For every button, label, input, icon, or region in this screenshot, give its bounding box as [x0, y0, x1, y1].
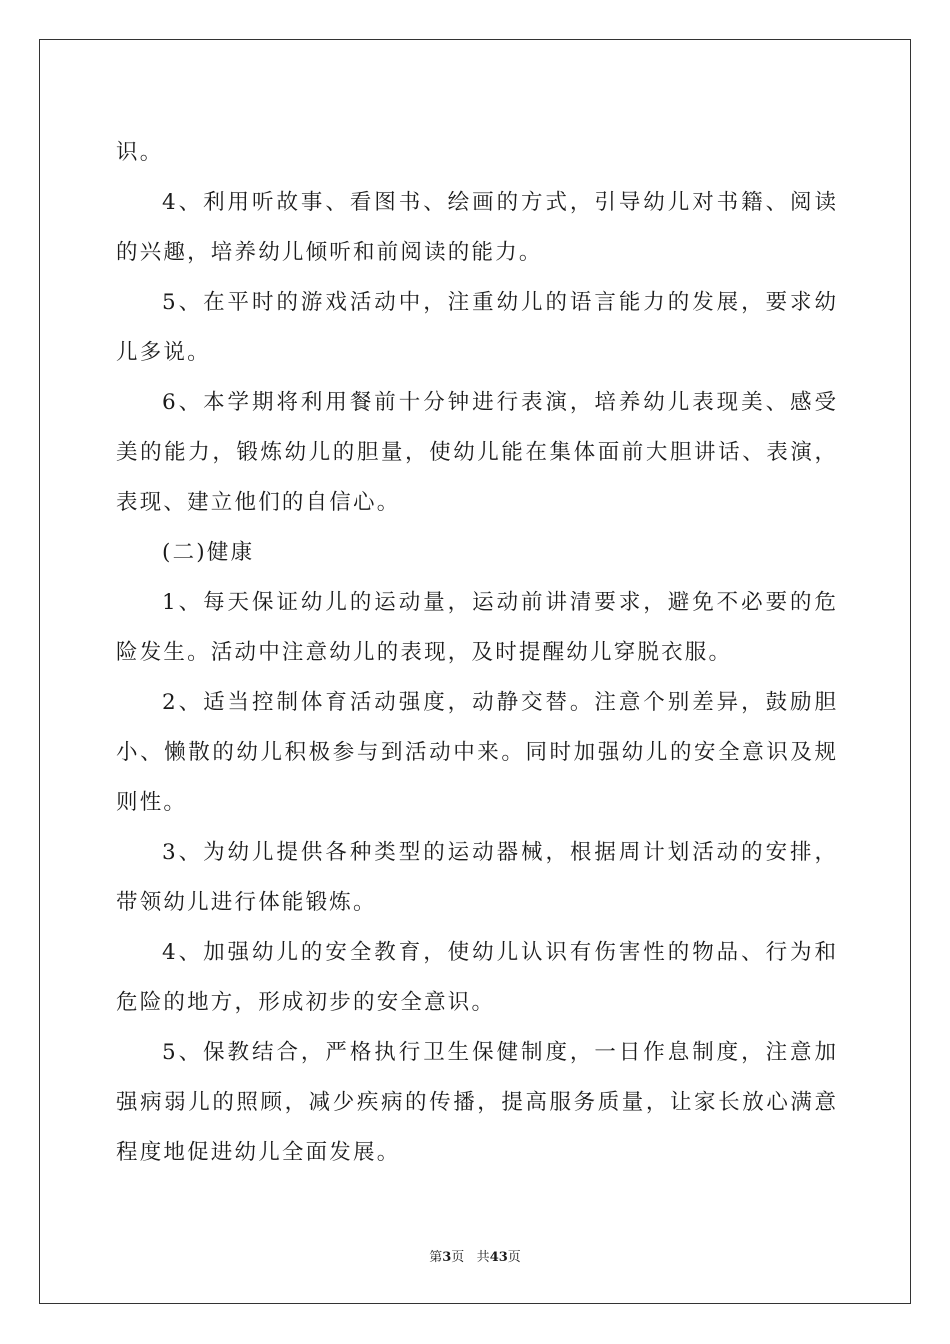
footer-page-unit: 页 [451, 1250, 465, 1265]
text-line: 表现、建立他们的自信心。 [116, 490, 401, 515]
text-line: 程度地促进幼儿全面发展。 [116, 1140, 401, 1165]
text-line: 4、加强幼儿的安全教育，使幼儿认识有伤害性的物品、行为和 [162, 940, 836, 965]
text-line: 4、利用听故事、看图书、绘画的方式，引导幼儿对书籍、阅读 [162, 190, 836, 215]
section-heading: (二)健康 [162, 540, 255, 565]
text-line: 强病弱儿的照顾，减少疾病的传播，提高服务质量，让家长放心满意 [116, 1090, 836, 1115]
text-line: 3、为幼儿提供各种类型的运动器械，根据周计划活动的安排， [162, 840, 836, 865]
text-line: 儿多说。 [116, 340, 211, 365]
text-line: 1、每天保证幼儿的运动量，运动前讲清要求，避免不必要的危 [162, 590, 836, 615]
text-line: 美的能力，锻炼幼儿的胆量，使幼儿能在集体面前大胆讲话、表演， [116, 440, 836, 465]
text-line: 6、本学期将利用餐前十分钟进行表演，培养幼儿表现美、感受 [162, 390, 836, 415]
text-line: 小、懒散的幼儿积极参与到活动中来。同时加强幼儿的安全意识及规 [116, 740, 836, 765]
text-line: 带领幼儿进行体能锻炼。 [116, 890, 377, 915]
text-line: 危险的地方，形成初步的安全意识。 [116, 990, 496, 1015]
text-line: 险发生。活动中注意幼儿的表现，及时提醒幼儿穿脱衣服。 [116, 640, 733, 665]
page-footer [0, 1246, 950, 1265]
total-page-count: 43 [489, 1250, 508, 1265]
text-line: 的兴趣，培养幼儿倾听和前阅读的能力。 [116, 240, 543, 265]
footer-total-prefix: 共 [476, 1250, 490, 1265]
footer-prefix: 第 [429, 1250, 443, 1265]
text-line: 5、保教结合，严格执行卫生保健制度，一日作息制度，注意加 [162, 1040, 836, 1065]
text-line: 识。 [116, 140, 164, 165]
text-line: 5、在平时的游戏活动中，注重幼儿的语言能力的发展，要求幼 [162, 290, 836, 315]
footer-total-unit: 页 [507, 1250, 521, 1265]
current-page-number: 3 [442, 1250, 452, 1265]
document-body [116, 128, 836, 1178]
text-line: 则性。 [116, 790, 188, 815]
text-line: 2、适当控制体育活动强度，动静交替。注意个别差异，鼓励胆 [162, 690, 836, 715]
